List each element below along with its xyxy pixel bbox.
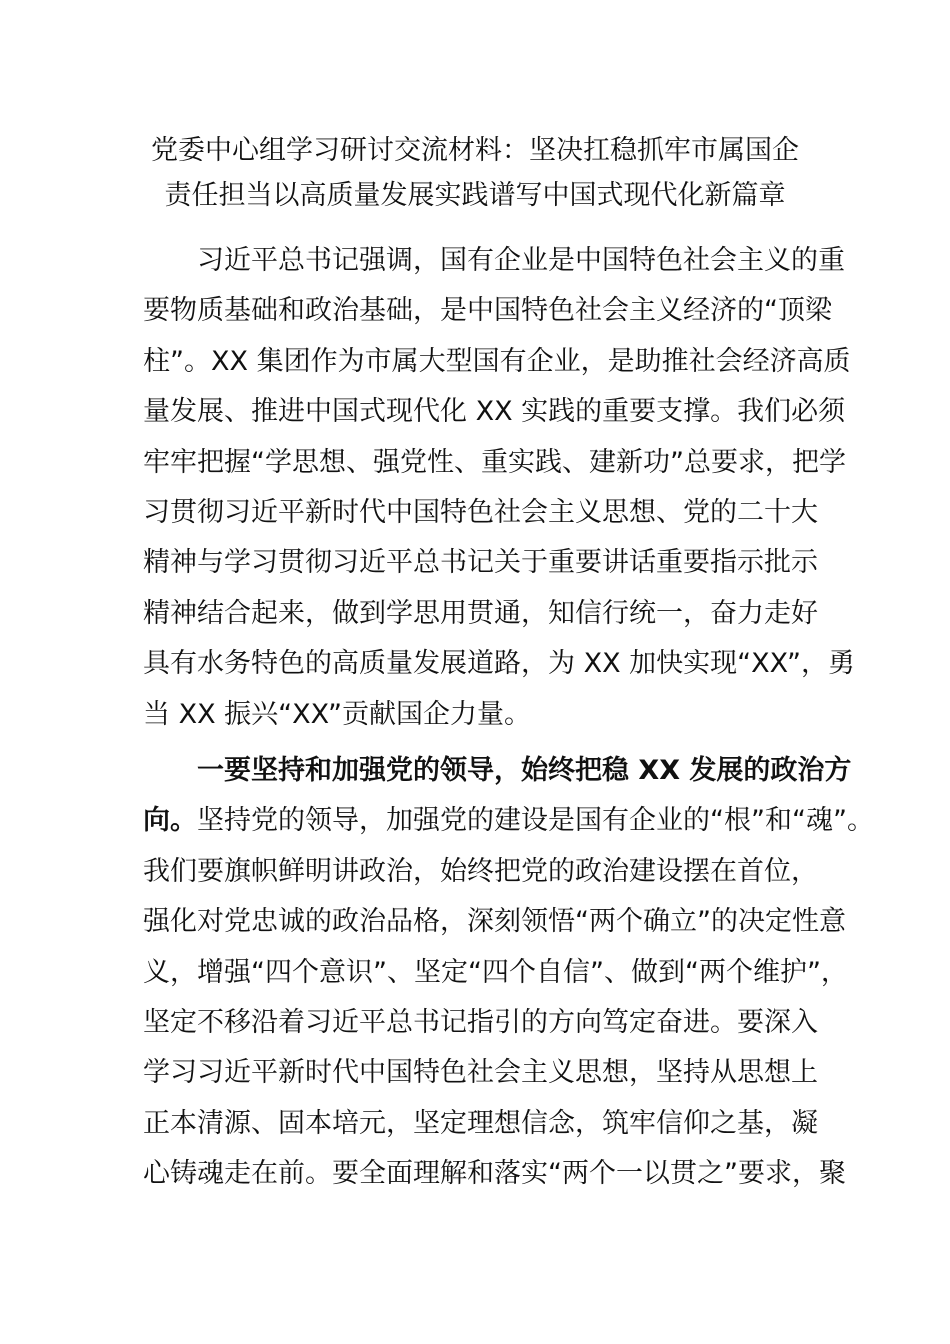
paragraph-line: 正本清源、固本培元，坚定理想信念，筑牢信仰之基，凝 [143, 1107, 818, 1139]
paragraph-line: 量发展、推进中国式现代化 XX 实践的重要支撑。我们必须 [143, 396, 846, 428]
paragraph-line [143, 796, 874, 846]
paragraph-line: 心铸魂走在前。要全面理解和落实“两个一以贯之”要求，聚 [143, 1158, 846, 1190]
paragraph-line: 学习习近平新时代中国特色社会主义思想，坚持从思想上 [143, 1057, 818, 1089]
title-line-2: 责任担当以高质量发展实践谱写中国式现代化新篇章 [164, 180, 786, 211]
paragraph-line: 强化对党忠诚的政治品格，深刻领悟“两个确立”的决定性意 [143, 906, 846, 938]
paragraph-line: 精神与学习贯彻习近平总书记关于重要讲话重要指示批示 [143, 547, 818, 579]
paragraph-line: 义，增强“四个意识”、坚定“四个自信”、做到“两个维护”， [143, 956, 848, 988]
paragraph-line: 习近平总书记强调，国有企业是中国特色社会主义的重 [197, 245, 845, 276]
title-line-1: 党委中心组学习研讨交流材料：坚决扛稳抓牢市属国企 [151, 135, 799, 166]
paragraph-line: 精神结合起来，做到学思用贯通，知信行统一，奋力走好 [143, 597, 818, 629]
paragraph-line: 习贯彻习近平新时代中国特色社会主义思想、党的二十大 [143, 496, 818, 528]
paragraph-line: 柱”。XX 集团作为市属大型国有企业，是助推社会经济高质 [143, 345, 851, 377]
section-heading: 一要坚持和加强党的领导，始终把稳 XX 发展的政治方 [197, 755, 852, 786]
paragraph-line: 坚定不移沿着习近平总书记指引的方向笃定奋进。要深入 [143, 1006, 818, 1038]
paragraph-line: 我们要旗帜鲜明讲政治，始终把党的政治建设摆在首位， [143, 855, 818, 887]
paragraph-2 [143, 746, 874, 1200]
paragraph-line: 要物质基础和政治基础，是中国特色社会主义经济的“顶梁 [143, 295, 832, 327]
section-heading-end: 向。 [143, 805, 197, 837]
paragraph-1 [143, 236, 856, 740]
paragraph-line: 牢牢把握“学思想、强党性、重实践、建新功”总要求，把学 [143, 446, 846, 478]
paragraph-line-text: 坚持党的领导，加强党的建设是国有企业的“根”和“魂”。 [197, 805, 874, 837]
paragraph-line: 当 XX 振兴“XX”贡献国企力量。 [143, 698, 532, 730]
paragraph-line: 具有水务特色的高质量发展道路，为 XX 加快实现“XX”，勇 [143, 648, 856, 680]
document-title [120, 128, 830, 218]
